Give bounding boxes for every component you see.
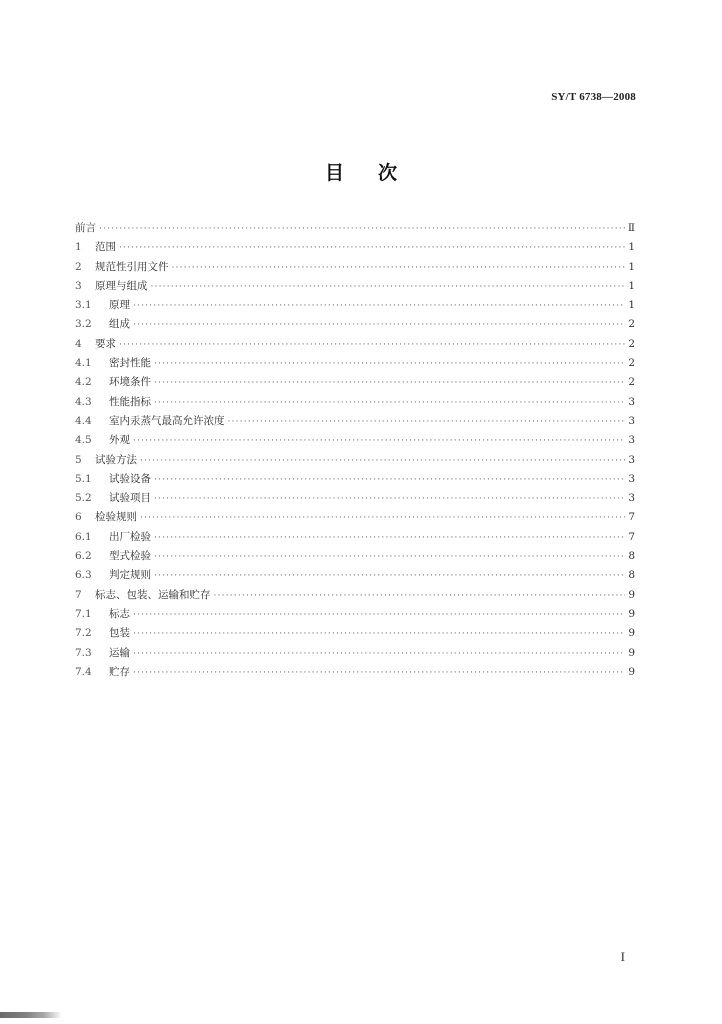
toc-entry-label: 试验设备 [109, 472, 151, 485]
toc-entry [75, 335, 635, 354]
toc-entry-number: 5 [75, 453, 82, 466]
toc-entry [75, 354, 635, 373]
toc-leader-dots [154, 529, 625, 548]
toc-leader-dots [154, 567, 625, 586]
toc-entry-page: 7 [628, 511, 635, 524]
toc-leader-dots [133, 297, 625, 316]
toc-entry-page: 3 [628, 492, 635, 505]
toc-entry-page: 9 [628, 646, 635, 659]
toc-leader-dots [133, 645, 625, 664]
toc-entry [75, 470, 635, 489]
toc-entry-page: 8 [628, 550, 635, 563]
toc-entry-number: 3 [75, 279, 82, 292]
toc-entry [75, 277, 635, 296]
toc-entry-page: 3 [628, 453, 635, 466]
toc-entry-page: Ⅱ [627, 222, 635, 234]
toc-leader-dots [154, 490, 625, 509]
toc-entry-number: 7.4 [75, 665, 92, 678]
toc-leader-dots [140, 509, 625, 528]
toc-entry-label: 性能指标 [109, 395, 151, 408]
toc-entry-page: 3 [628, 434, 635, 447]
toc-leader-dots [133, 664, 625, 683]
standard-code: SY/T 6738—2008 [551, 91, 636, 103]
toc-entry [75, 566, 635, 585]
toc-entry-label: 试验方法 [95, 453, 137, 466]
toc-entry-number: 6.1 [75, 530, 92, 543]
toc-entry [75, 644, 635, 663]
table-of-contents [75, 219, 635, 682]
toc-entry-page: 1 [628, 241, 635, 254]
toc-entry [75, 605, 635, 624]
toc-entry [75, 393, 635, 412]
toc-entry-page: 7 [628, 530, 635, 543]
toc-entry-label: 组成 [109, 318, 130, 331]
toc-entry-number: 6.3 [75, 569, 92, 582]
toc-entry-label: 贮存 [109, 665, 130, 678]
toc-entry-number: 3.1 [75, 299, 92, 312]
toc-leader-dots [99, 220, 625, 239]
toc-entry-number: 7.3 [75, 646, 92, 659]
toc-entry-label: 判定规则 [109, 569, 151, 582]
toc-leader-dots [228, 413, 626, 432]
toc-entry-label: 原理与组成 [95, 279, 148, 292]
toc-entry-number: 5.2 [75, 492, 92, 505]
toc-leader-dots [119, 336, 625, 355]
toc-entry-label: 包装 [109, 627, 130, 640]
toc-entry [75, 296, 635, 315]
toc-entry-page: 1 [628, 260, 635, 273]
toc-entry-number: 7.1 [75, 607, 92, 620]
toc-entry [75, 373, 635, 392]
toc-entry [75, 508, 635, 527]
toc-entry-number: 3.2 [75, 318, 92, 331]
toc-entry [75, 451, 635, 470]
toc-leader-dots [133, 606, 625, 625]
toc-entry-number: 4.4 [75, 414, 92, 427]
toc-entry-page: 9 [628, 627, 635, 640]
toc-entry-page: 1 [628, 279, 635, 292]
toc-entry-page: 3 [628, 414, 635, 427]
toc-entry [75, 315, 635, 334]
toc-entry-page: 8 [628, 569, 635, 582]
toc-entry-number: 4.5 [75, 434, 92, 447]
toc-leader-dots [154, 394, 625, 413]
toc-entry-label: 外观 [109, 434, 130, 447]
toc-entry-number: 5.1 [75, 472, 92, 485]
toc-entry-label: 标志 [109, 607, 130, 620]
toc-entry [75, 238, 635, 257]
toc-entry-label: 环境条件 [109, 376, 151, 389]
toc-leader-dots [133, 432, 625, 451]
toc-entry-label: 原理 [109, 299, 130, 312]
toc-entry-label: 检验规则 [95, 511, 137, 524]
toc-entry-page: 9 [628, 607, 635, 620]
toc-entry [75, 431, 635, 450]
toc-entry-label: 密封性能 [109, 357, 151, 370]
toc-leader-dots [154, 374, 625, 393]
toc-entry-label: 试验项目 [109, 492, 151, 505]
toc-entry [75, 489, 635, 508]
toc-leader-dots [172, 259, 626, 278]
toc-entry [75, 258, 635, 277]
toc-entry-number: 4.1 [75, 357, 92, 370]
toc-entry [75, 624, 635, 643]
toc-entry-number: 7.2 [75, 627, 92, 640]
toc-entry [75, 412, 635, 431]
toc-leader-dots [214, 587, 626, 606]
toc-entry-label: 范围 [95, 241, 116, 254]
toc-leader-dots [154, 548, 625, 567]
toc-entry-page: 2 [628, 357, 635, 370]
toc-entry-number: 2 [75, 260, 82, 273]
toc-entry [75, 219, 635, 238]
toc-entry [75, 663, 635, 682]
toc-entry [75, 547, 635, 566]
toc-entry-page: 1 [628, 299, 635, 312]
toc-entry-number: 1 [75, 241, 82, 254]
toc-entry-label: 出厂检验 [109, 530, 151, 543]
toc-entry-page: 2 [628, 337, 635, 350]
toc-entry-label: 运输 [109, 646, 130, 659]
toc-entry-label: 前言 [75, 222, 96, 234]
toc-leader-dots [133, 316, 625, 335]
toc-entry-number: 4 [75, 337, 82, 350]
toc-entry-number: 7 [75, 588, 82, 601]
toc-leader-dots [154, 471, 625, 490]
toc-leader-dots [154, 355, 625, 374]
toc-entry-page: 9 [628, 665, 635, 678]
toc-entry-number: 4.2 [75, 376, 92, 389]
toc-entry [75, 528, 635, 547]
toc-entry-page: 2 [628, 318, 635, 331]
toc-leader-dots [133, 625, 625, 644]
toc-entry-label: 规范性引用文件 [95, 260, 169, 273]
toc-entry-page: 9 [628, 588, 635, 601]
toc-entry-label: 室内汞蒸气最高允许浓度 [109, 414, 225, 427]
toc-entry-number: 6 [75, 511, 82, 524]
toc-entry-number: 6.2 [75, 550, 92, 563]
toc-leader-dots [140, 452, 625, 471]
toc-leader-dots [119, 239, 625, 258]
toc-entry-page: 2 [628, 376, 635, 389]
toc-entry-number: 4.3 [75, 395, 92, 408]
toc-entry-label: 型式检验 [109, 550, 151, 563]
toc-entry-label: 标志、包装、运输和贮存 [95, 588, 211, 601]
toc-entry-page: 3 [628, 472, 635, 485]
toc-entry [75, 586, 635, 605]
toc-title: 目次 [324, 162, 431, 184]
toc-leader-dots [151, 278, 626, 297]
scan-artifact [0, 1012, 62, 1018]
toc-entry-page: 3 [628, 395, 635, 408]
toc-entry-label: 要求 [95, 337, 116, 350]
page-number: I [620, 949, 625, 964]
